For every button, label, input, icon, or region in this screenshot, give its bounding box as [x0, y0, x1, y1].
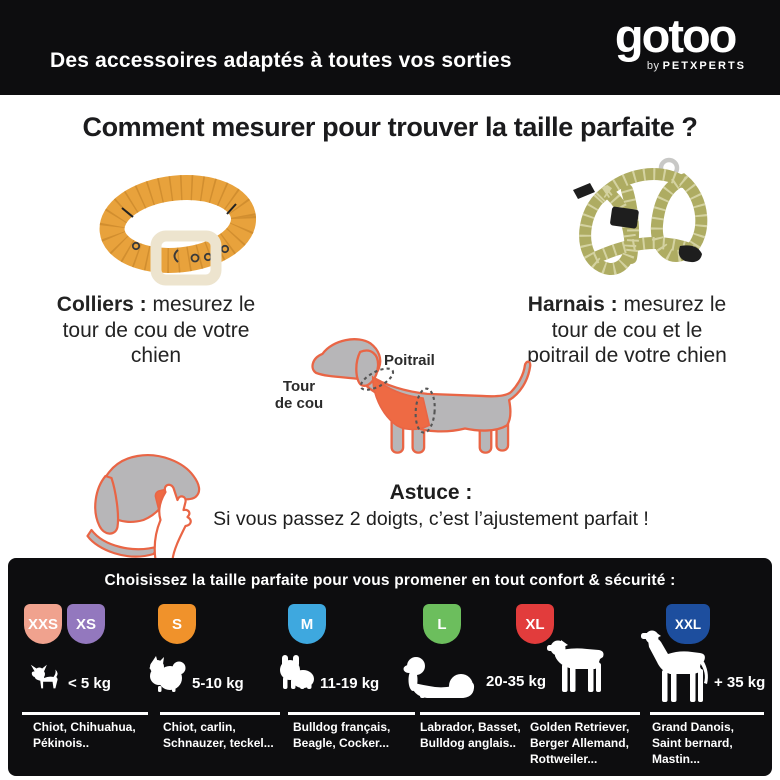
banner-tagline: Des accessoires adaptés à toutes vos sorties	[50, 49, 512, 72]
size-badge-l: L	[423, 604, 461, 644]
neck-measure-label	[270, 379, 328, 412]
harness-label: Harnais :	[527, 293, 618, 316]
harness-text: mesurez le tour de cou et le poitrail de votre chien	[527, 293, 727, 368]
breeds-xxl: Grand Danois, Saint bernard, Mastin...	[652, 720, 735, 767]
weight-l: 20-35 kg	[486, 673, 547, 690]
pomeranian-silhouette-icon	[146, 655, 186, 693]
collar-label: Colliers :	[56, 293, 147, 316]
breeds-xl: Golden Retriever, Berger Allemand, Rottweiler...	[530, 720, 630, 767]
neck-label-line2: de cou	[274, 394, 324, 412]
chest-measure-label: Poitrail	[384, 352, 435, 369]
top-banner	[0, 0, 780, 95]
tip-label: Astuce :	[389, 481, 473, 504]
basset-silhouette-icon	[403, 654, 480, 700]
divider-line	[22, 712, 148, 715]
collar-text: mesurez le tour de cou de votre chien	[62, 293, 256, 368]
collar-illustration	[92, 164, 264, 304]
logo-wordmark: gotoo	[614, 9, 736, 62]
size-badge-s: S	[158, 604, 196, 644]
divider-line	[650, 712, 764, 715]
logo-byline	[647, 60, 746, 72]
great-dane-silhouette-icon	[638, 628, 712, 704]
divider-line	[420, 712, 640, 715]
size-guide-panel	[8, 558, 772, 776]
size-badge-xxl: XXL	[666, 604, 710, 644]
chihuahua-silhouette-icon	[28, 662, 62, 692]
logo-brand-name: PETXPERTS	[662, 60, 746, 72]
size-guide-title: Choisissez la taille parfaite pour vous promener en tout confort & sécurité :	[104, 572, 676, 589]
breeds-l: Labrador, Basset, Bulldog anglais..	[420, 720, 521, 751]
harness-description	[518, 292, 736, 369]
tip-text: Si vous passez 2 doigts, c’est l’ajustement parfait !	[213, 508, 649, 530]
size-badge-xxs: XXS	[24, 604, 62, 644]
weight-xxl: + 35 kg	[714, 674, 766, 691]
divider-line	[160, 712, 280, 715]
breeds-m: Bulldog français, Beagle, Cocker...	[293, 720, 391, 751]
breeds-s: Chiot, carlin, Schnauzer, teckel...	[163, 720, 274, 751]
weight-xxs-xs: < 5 kg	[68, 675, 111, 692]
logo-by-prefix: by	[646, 60, 660, 72]
neck-label-line1: Tour	[282, 378, 316, 395]
harness-illustration	[553, 148, 728, 300]
tip-block	[82, 481, 780, 531]
page-title: Comment mesurer pour trouver la taille parfaite ?	[82, 112, 698, 142]
brand-logo	[614, 9, 746, 72]
breeds-xxs-xs: Chiot, Chihuahua, Pékinois..	[33, 720, 136, 751]
weight-m: 11-19 kg	[320, 675, 380, 692]
size-badge-m: M	[288, 604, 326, 644]
divider-line	[288, 712, 415, 715]
size-badge-xl: XL	[516, 604, 554, 644]
rottweiler-silhouette-icon	[545, 638, 607, 696]
weight-s: 5-10 kg	[192, 675, 244, 692]
french-bulldog-silhouette-icon	[276, 654, 316, 690]
size-badge-xs: XS	[67, 604, 105, 644]
collar-description	[40, 292, 272, 369]
